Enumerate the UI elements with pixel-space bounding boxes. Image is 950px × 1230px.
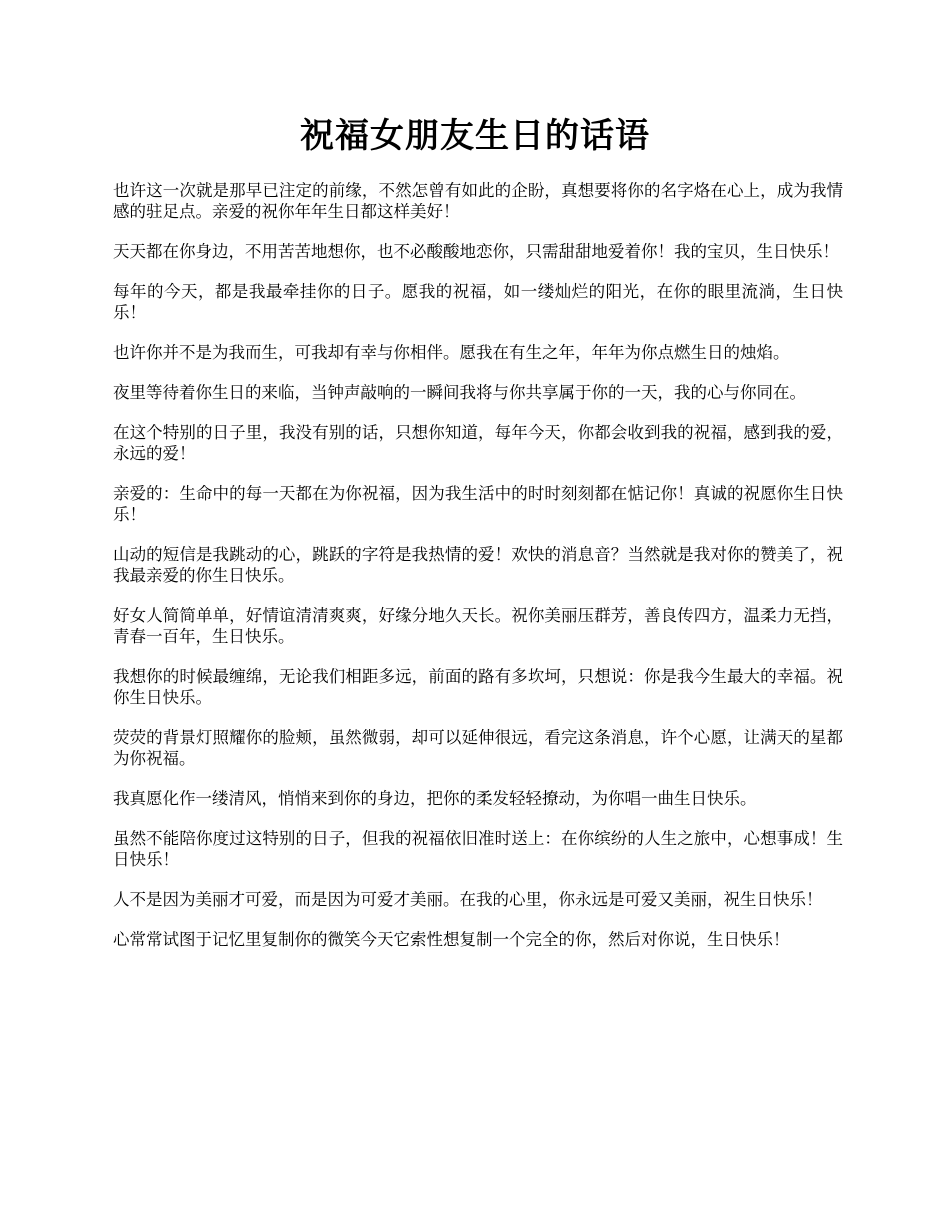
paragraph-3: 每年的今天，都是我最牵挂你的日子。愿我的祝福，如一缕灿烂的阳光，在你的眼里流淌，生日快乐！: [113, 282, 843, 322]
paragraph-4: 也许你并不是为我而生，可我却有幸与你相伴。愿我在有生之年，年年为你点燃生日的烛焰。: [113, 343, 790, 362]
paragraph-11: 荧荧的背景灯照耀你的脸颊，虽然微弱，却可以延伸很远，看完这条消息，许个心愿，让满天的星都为你祝福。: [113, 728, 843, 768]
paragraph-8: 山动的短信是我跳动的心，跳跃的字符是我热情的爱！欢快的消息音？当然就是我对你的赞美了，祝我最亲爱的你生日快乐。: [113, 545, 843, 585]
paragraph-15: 心常常试图于记忆里复制你的微笑今天它索性想复制一个完全的你，然后对你说，生日快乐！: [113, 930, 790, 949]
paragraph-5: 夜里等待着你生日的来临，当钟声敲响的一瞬间我将与你共享属于你的一天，我的心与你同在。: [113, 383, 806, 402]
paragraph-10: 我想你的时候最缠绵，无论我们相距多远，前面的路有多坎坷，只想说：你是我今生最大的幸福。祝你生日快乐。: [113, 667, 843, 707]
paragraph-14: 人不是因为美丽才可爱，而是因为可爱才美丽。在我的心里，你永远是可爱又美丽，祝生日快乐！: [113, 890, 823, 909]
page-title: 祝福女朋友生日的话语: [300, 116, 650, 156]
paragraph-1: 也许这一次就是那早已注定的前缘，不然怎曾有如此的企盼，真想要将你的名字烙在心上，成为我情感的驻足点。亲爱的祝你年年生日都这样美好！: [113, 181, 843, 221]
paragraph-12: 我真愿化作一缕清风，悄悄来到你的身边，把你的柔发轻轻撩动，为你唱一曲生日快乐。: [113, 789, 757, 808]
paragraph-13: 虽然不能陪你度过这特别的日子，但我的祝福依旧准时送上：在你缤纷的人生之旅中，心想事成！生日快乐！: [113, 829, 843, 869]
paragraph-6: 在这个特别的日子里，我没有别的话，只想你知道，每年今天，你都会收到我的祝福，感到我的爱，永远的爱！: [113, 423, 843, 463]
paragraph-9: 好女人简简单单，好情谊清清爽爽，好缘分地久天长。祝你美丽压群芳，善良传四方，温柔力无挡，青春一百年，生日快乐。: [113, 606, 843, 646]
document-body: [113, 180, 843, 969]
paragraph-7: 亲爱的：生命中的每一天都在为你祝福，因为我生活中的时时刻刻都在惦记你！真诚的祝愿你生日快乐！: [113, 484, 843, 524]
paragraph-2: 天天都在你身边，不用苦苦地想你，也不必酸酸地恋你，只需甜甜地爱着你！我的宝贝，生日快乐！: [113, 242, 839, 261]
